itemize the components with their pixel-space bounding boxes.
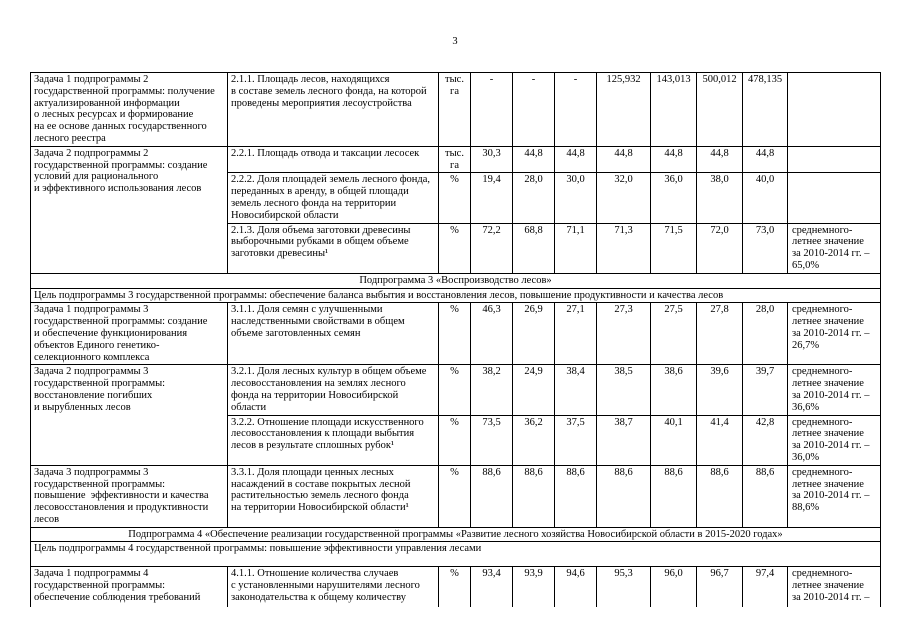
value-cell: 143,013 (651, 73, 697, 147)
note-cell (788, 173, 881, 223)
value-cell: 39,7 (743, 365, 788, 415)
unit-cell: тыс. га (439, 146, 471, 173)
indicator-cell: 2.2.1. Площадь отвода и таксации лесосек (228, 146, 439, 173)
indicator-cell: 2.1.3. Доля объема заготовки древесины выборочными рубками в общем объеме заготовки древесины¹ (228, 223, 439, 273)
unit-cell: % (439, 465, 471, 527)
table-row (31, 465, 881, 527)
value-cell: 38,6 (651, 365, 697, 415)
value-cell: 94,6 (555, 567, 597, 607)
table-row (31, 542, 881, 567)
value-cell: 36,0 (651, 173, 697, 223)
value-cell: 88,6 (697, 465, 743, 527)
value-cell: - (555, 73, 597, 147)
value-cell: 38,4 (555, 365, 597, 415)
value-cell: 38,5 (597, 365, 651, 415)
value-cell: 44,8 (651, 146, 697, 173)
note-cell: среднемного- летнее значение за 2010-2014 гг. – 88,6% (788, 465, 881, 527)
value-cell: 44,8 (597, 146, 651, 173)
value-cell: 30,3 (471, 146, 513, 173)
value-cell: 37,5 (555, 415, 597, 465)
value-cell: 93,9 (513, 567, 555, 607)
subprogram-goal: Цель подпрограммы 4 государственной программы: повышение эффективности управления лесами (31, 542, 881, 567)
indicator-cell: 3.2.2. Отношение площади искусственного лесовосстановления к площади выбытия лесов в результате сплошных рубок¹ (228, 415, 439, 465)
value-cell: 28,0 (743, 303, 788, 365)
value-cell: 38,7 (597, 415, 651, 465)
note-cell: среднемного- летнее значение за 2010-2014 гг. – 26,7% (788, 303, 881, 365)
unit-cell: % (439, 173, 471, 223)
value-cell: 88,6 (555, 465, 597, 527)
value-cell: 73,0 (743, 223, 788, 273)
value-cell: 96,0 (651, 567, 697, 607)
table-row (31, 73, 881, 147)
task-cell: Задача 2 подпрограммы 3 государственной программы: восстановление погибших и вырубленных лесов (31, 365, 228, 465)
table-row (31, 365, 881, 415)
indicators-table (30, 72, 881, 607)
indicator-cell: 3.3.1. Доля площади ценных лесных насаждений в составе покрытых лесной растительностью земель лесного фонда на территории Новосибирской области¹ (228, 465, 439, 527)
note-cell: среднемного- летнее значение за 2010-2014 гг. – 36,6% (788, 365, 881, 415)
subprogram-heading: Подпрограмма 4 «Обеспечение реализации государственной программы «Развитие лесного хозяйства Новосибирской области в 2015-2020 годах» (31, 527, 881, 542)
value-cell: 44,8 (697, 146, 743, 173)
value-cell: 68,8 (513, 223, 555, 273)
table-row (31, 527, 881, 542)
table-viewport (30, 72, 882, 607)
value-cell: 39,6 (697, 365, 743, 415)
unit-cell: % (439, 415, 471, 465)
value-cell: 71,3 (597, 223, 651, 273)
value-cell: 42,8 (743, 415, 788, 465)
indicator-cell: 4.1.1. Отношение количества случаев с установленными нарушителями лесного законодательства к общему количеству (228, 567, 439, 607)
note-cell: среднемного- летнее значение за 2010-2014 гг. – 65,0% (788, 223, 881, 273)
value-cell: 38,2 (471, 365, 513, 415)
value-cell: 27,3 (597, 303, 651, 365)
value-cell: 19,4 (471, 173, 513, 223)
task-cell: Задача 2 подпрограммы 2 государственной программы: создание условий для рационального и эффективного использования лесов (31, 146, 228, 273)
value-cell: 40,1 (651, 415, 697, 465)
value-cell: 125,932 (597, 73, 651, 147)
value-cell: 95,3 (597, 567, 651, 607)
unit-cell: % (439, 365, 471, 415)
note-cell: среднемного- летнее значение за 2010-2014 гг. – 36,0% (788, 415, 881, 465)
value-cell: 97,4 (743, 567, 788, 607)
task-cell: Задача 1 подпрограммы 2 государственной программы: получение актуализированной информации о лесных ресурсах и формирование на ее основе данных государственного лесного реестра (31, 73, 228, 147)
subprogram-heading: Подпрограмма 3 «Воспроизводство лесов» (31, 273, 881, 288)
note-cell: среднемного- летнее значение за 2010-2014 гг. – (788, 567, 881, 607)
value-cell: 27,8 (697, 303, 743, 365)
task-cell: Задача 1 подпрограммы 4 государственной программы: обеспечение соблюдения требований (31, 567, 228, 607)
value-cell: 88,6 (471, 465, 513, 527)
value-cell: 72,0 (697, 223, 743, 273)
subprogram-goal: Цель подпрограммы 3 государственной программы: обеспечение баланса выбытия и восстановления лесов, повышение продуктивности и качества лесов (31, 288, 881, 303)
task-cell: Задача 1 подпрограммы 3 государственной программы: создание и обеспечение функционирования объектов Единого генетико- селекционного комплекса (31, 303, 228, 365)
indicator-cell: 3.2.1. Доля лесных культур в общем объеме лесовосстановления на землях лесного фонда на территории Новосибирской области (228, 365, 439, 415)
table-row (31, 303, 881, 365)
note-cell (788, 146, 881, 173)
indicator-cell: 2.2.2. Доля площадей земель лесного фонда, переданных в аренду, в общей площади земель лесного фонда на территории Новосибирской области (228, 173, 439, 223)
value-cell: 478,135 (743, 73, 788, 147)
value-cell: 88,6 (597, 465, 651, 527)
value-cell: 41,4 (697, 415, 743, 465)
indicator-cell: 3.1.1. Доля семян с улучшенными наследственными свойствами в общем объеме заготовленных семян (228, 303, 439, 365)
value-cell: 500,012 (697, 73, 743, 147)
page-number: 3 (452, 36, 458, 47)
task-cell: Задача 3 подпрограммы 3 государственной программы: повышение эффективности и качества лесовосстановления и продуктивности лесов (31, 465, 228, 527)
value-cell: 73,5 (471, 415, 513, 465)
table-row (31, 288, 881, 303)
value-cell: 93,4 (471, 567, 513, 607)
value-cell: 44,8 (513, 146, 555, 173)
table-row (31, 273, 881, 288)
value-cell: 24,9 (513, 365, 555, 415)
value-cell: 40,0 (743, 173, 788, 223)
value-cell: 38,0 (697, 173, 743, 223)
table-row (31, 567, 881, 607)
value-cell: 96,7 (697, 567, 743, 607)
value-cell: 28,0 (513, 173, 555, 223)
note-cell (788, 73, 881, 147)
value-cell: 88,6 (651, 465, 697, 527)
value-cell: 44,8 (743, 146, 788, 173)
value-cell: 71,1 (555, 223, 597, 273)
value-cell: 27,5 (651, 303, 697, 365)
unit-cell: тыс. га (439, 73, 471, 147)
unit-cell: % (439, 223, 471, 273)
value-cell: 44,8 (555, 146, 597, 173)
table-row (31, 146, 881, 173)
value-cell: 88,6 (513, 465, 555, 527)
value-cell: 71,5 (651, 223, 697, 273)
value-cell: 32,0 (597, 173, 651, 223)
value-cell: - (471, 73, 513, 147)
unit-cell: % (439, 303, 471, 365)
unit-cell: % (439, 567, 471, 607)
value-cell: - (513, 73, 555, 147)
value-cell: 72,2 (471, 223, 513, 273)
indicator-cell: 2.1.1. Площадь лесов, находящихся в составе земель лесного фонда, на которой проведены мероприятия лесоустройства (228, 73, 439, 147)
value-cell: 26,9 (513, 303, 555, 365)
value-cell: 36,2 (513, 415, 555, 465)
value-cell: 88,6 (743, 465, 788, 527)
value-cell: 27,1 (555, 303, 597, 365)
value-cell: 30,0 (555, 173, 597, 223)
value-cell: 46,3 (471, 303, 513, 365)
